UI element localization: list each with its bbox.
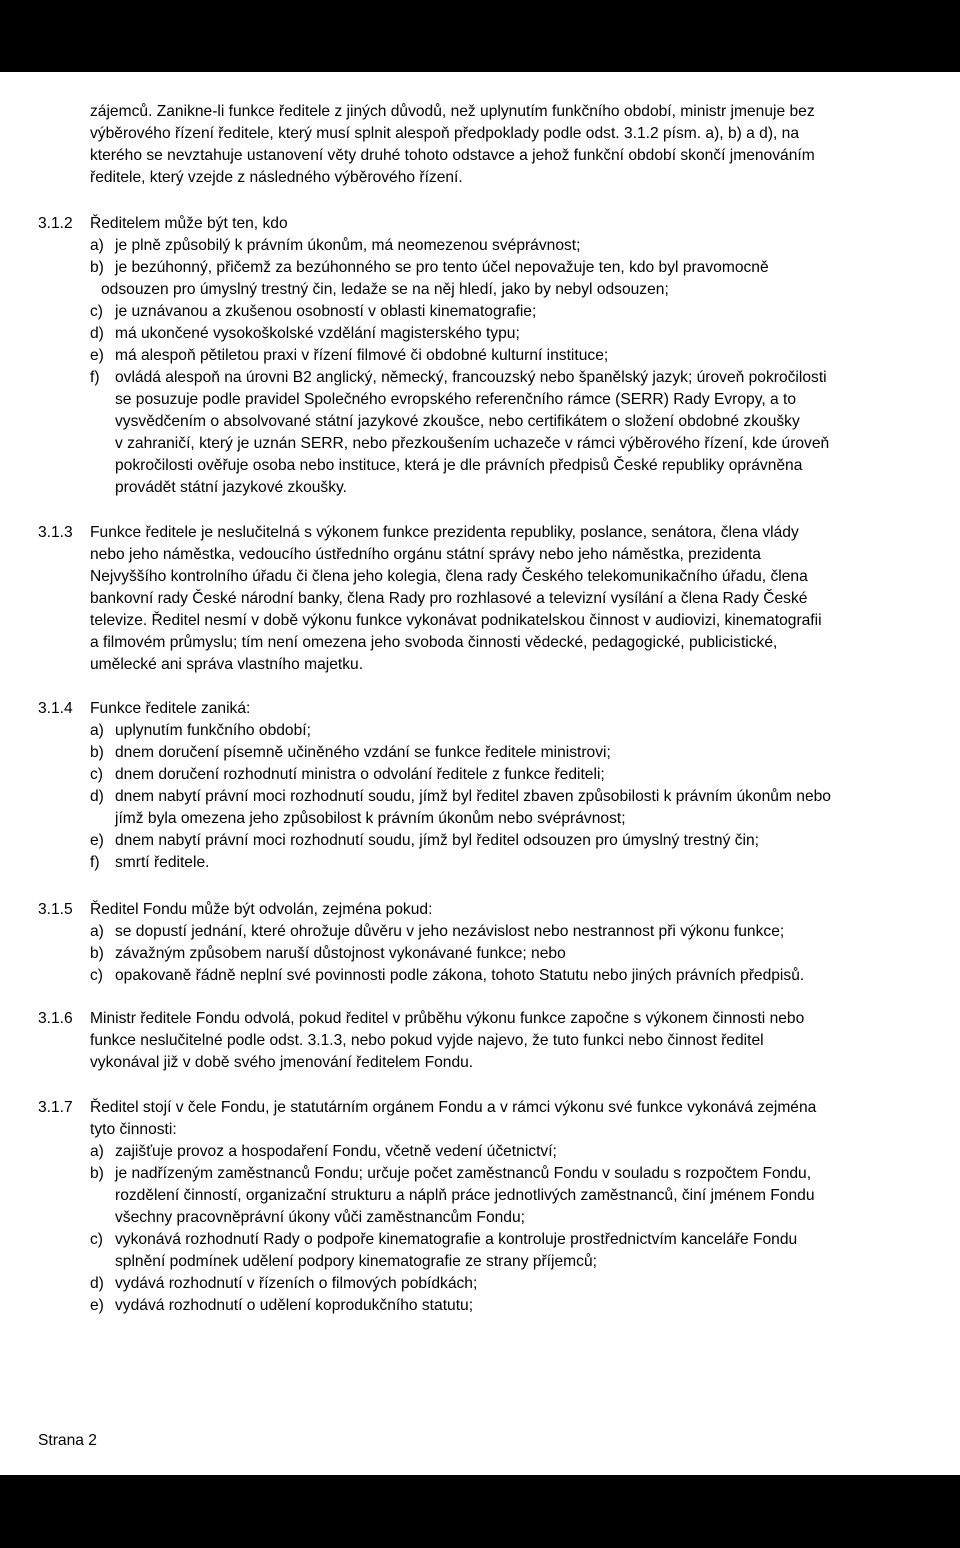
section-text-line: nebo jeho náměstka, vedoucího ústředního orgánu státní správy nebo jeho náměstka, prezidenta — [90, 546, 761, 563]
item-text: v zahraničí, který je uznán SERR, nebo přezkoušením uchazeče v rámci výběrového řízení, kde úroveň — [115, 435, 830, 452]
section-number: 3.1.5 — [38, 901, 73, 918]
list-item — [90, 943, 922, 965]
item-text: splnění podmínek udělení podpory kinematografie ze strany příjemců; — [115, 1253, 597, 1270]
item-label: d) — [90, 1275, 104, 1292]
section-number: 3.1.2 — [38, 215, 73, 232]
list-item — [90, 235, 922, 257]
item-text: má alespoň pětiletou praxi v řízení filmové či obdobné kulturní instituce; — [115, 347, 609, 364]
section-heading: Ředitelem může být ten, kdo — [90, 215, 288, 232]
list-item — [90, 1163, 922, 1185]
section-text-line: Ministr ředitele Fondu odvolá, pokud ředitel v průběhu výkonu funkce započne s výkonem činnosti nebo — [90, 1010, 805, 1027]
item-text: smrtí ředitele. — [115, 854, 210, 871]
item-label: b) — [90, 945, 104, 962]
item-label: a) — [90, 722, 104, 739]
list-item-continuation — [90, 455, 922, 477]
list-item — [90, 786, 922, 808]
section-text-line: Ředitel stojí v čele Fondu, je statutárním orgánem Fondu a v rámci výkonu své funkce vykonává zejména — [90, 1099, 817, 1116]
item-text: ovládá alespoň na úrovni B2 anglický, německý, francouzský nebo španělský jazyk; úroveň pokročilosti — [115, 369, 827, 386]
section-number: 3.1.7 — [38, 1099, 73, 1116]
item-text: vydává rozhodnutí o udělení koprodukčního statutu; — [115, 1297, 474, 1314]
item-label: f) — [90, 854, 100, 871]
item-label: b) — [90, 259, 104, 276]
item-text: odsouzen pro úmyslný trestný čin, ledaže se na něj hledí, jako by nebyl odsouzen; — [101, 281, 669, 298]
bottom-black-bar — [0, 1475, 960, 1548]
list-item — [90, 323, 922, 345]
section-text-line: funkce neslučitelné podle odst. 3.1.3, nebo pokud vyjde najevo, že tuto funkci nebo činnost ředitel — [90, 1032, 764, 1049]
section-text-line: umělecké ani správa vlastního majetku. — [90, 656, 364, 673]
item-text: dnem nabytí právní moci rozhodnutí soudu, jímž byl ředitel odsouzen pro úmyslný trestný čin; — [115, 832, 759, 849]
top-black-bar — [0, 0, 960, 72]
intro-line: kterého se nevztahuje ustanovení věty druhé tohoto odstavce a jehož funkční období skončí jmenováním — [90, 147, 815, 164]
section-text-line: vykonával již v době svého jmenování ředitelem Fondu. — [90, 1054, 474, 1071]
section-number: 3.1.4 — [38, 700, 73, 717]
item-text: dnem doručení rozhodnutí ministra o odvolání ředitele z funkce ředitelі; — [115, 766, 605, 783]
item-label: e) — [90, 1297, 104, 1314]
item-text: opakovaně řádně neplní své povinnosti podle zákona, tohoto Statutu nebo jiných právních předpisů. — [115, 967, 805, 984]
list-item-continuation — [90, 808, 922, 830]
section-text-line: Nejvyššího kontrolního úřadu či člena jeho kolegia, člena rady Českého telekomunikačního úřadu, člena — [90, 568, 808, 585]
item-text: vysvědčením o absolvované státní jazykové zkoušce, nebo certifikátem o složení obdobné zkoušky — [115, 413, 800, 430]
section-3-1-7 — [38, 1097, 922, 1317]
intro-line: ředitele, který vzejde z následného výběrového řízení. — [90, 169, 463, 186]
section-number: 3.1.3 — [38, 524, 73, 541]
list-item-continuation — [90, 1207, 922, 1229]
section-3-1-3 — [38, 522, 922, 676]
list-item-continuation — [90, 433, 922, 455]
item-text: pokročilosti ověřuje osoba nebo instituce, která je dle právních předpisů České republiky oprávněna — [115, 457, 803, 474]
item-label: d) — [90, 325, 104, 342]
list-item — [90, 367, 922, 389]
item-text: je bezúhonný, přičemž za bezúhonného se pro tento účel nepovažuje ten, kdo byl pravomocně — [115, 259, 769, 276]
item-label: c) — [90, 303, 103, 320]
section-heading: Ředitel Fondu může být odvolán, zejména pokud: — [90, 901, 433, 918]
list-item — [90, 1229, 922, 1251]
list-item — [90, 345, 922, 367]
item-text: uplynutím funkčního období; — [115, 722, 311, 739]
list-item-continuation — [90, 279, 922, 301]
item-text: je plně způsobilý k právním úkonům, má neomezenou svéprávnost; — [115, 237, 581, 254]
list-item — [90, 742, 922, 764]
list-item — [90, 921, 922, 943]
section-text-line: Funkce ředitele je neslučitelná s výkonem funkce prezidenta republiky, poslance, senátora, člena vlády — [90, 524, 799, 541]
item-text: závažným způsobem naruší důstojnost vykonávané funkce; nebo — [115, 945, 566, 962]
section-3-1-4 — [38, 698, 922, 874]
item-text: vykonává rozhodnutí Rady o podpoře kinematografie a kontroluje prostřednictvím kanceláře Fondu — [115, 1231, 798, 1248]
item-text: je uznávanou a zkušenou osobností v oblasti kinematografie; — [115, 303, 537, 320]
item-label: e) — [90, 832, 104, 849]
item-label: a) — [90, 237, 104, 254]
intro-line: výběrového řízení ředitele, který musí splnit alespoň předpoklady podle odst. 3.1.2 písm. a), b) a d), na — [90, 125, 800, 142]
item-text: je nadřízeným zaměstnanců Fondu; určuje počet zaměstnanců Fondu v souladu s rozpočtem Fondu, — [115, 1165, 812, 1182]
item-text: provádět státní jazykové zkoušky. — [115, 479, 347, 496]
list-item — [90, 1273, 922, 1295]
item-text: rozdělení činností, organizační strukturu a náplň práce jednotlivých zaměstnanců, činí jménem Fondu — [115, 1187, 815, 1204]
section-3-1-5 — [38, 899, 922, 987]
section-text-line: a filmovém průmyslu; tím není omezena jeho svoboda činnosti vědecké, pedagogické, publicistické, — [90, 634, 778, 651]
list-item-continuation — [90, 1185, 922, 1207]
list-item — [90, 720, 922, 742]
list-item — [90, 965, 922, 987]
section-text-line: televize. Ředitel nesmí v době výkonu funkce vykonávat podnikatelskou činnost v audiovizi, kinematografii — [90, 612, 822, 629]
list-item-continuation — [90, 389, 922, 411]
item-label: c) — [90, 766, 103, 783]
list-item — [90, 1141, 922, 1163]
section-3-1-2 — [38, 213, 922, 499]
item-text: se dopustí jednání, které ohrožuje důvěru v jeho nezávislost nebo nestrannost při výkonu funkce; — [115, 923, 785, 940]
page-number: Strana 2 — [38, 1432, 97, 1449]
list-item — [90, 764, 922, 786]
item-text: všechny pracovněprávní úkony vůči zaměstnancům Fondu; — [115, 1209, 525, 1226]
section-text-line: tyto činnosti: — [90, 1121, 177, 1138]
item-text: vydává rozhodnutí v řízeních o filmových pobídkách; — [115, 1275, 478, 1292]
item-text: zajišťuje provoz a hospodaření Fondu, včetně vedení účetnictví; — [115, 1143, 557, 1160]
item-text: jímž byla omezena jeho způsobilost k právním úkonům nebo svéprávnost; — [115, 810, 626, 827]
item-label: d) — [90, 788, 104, 805]
list-item — [90, 257, 922, 279]
item-text: má ukončené vysokoškolské vzdělání magisterského typu; — [115, 325, 520, 342]
item-label: a) — [90, 1143, 104, 1160]
item-label: e) — [90, 347, 104, 364]
item-label: c) — [90, 967, 103, 984]
section-heading: Funkce ředitele zaniká: — [90, 700, 251, 717]
section-number: 3.1.6 — [38, 1010, 73, 1027]
list-item — [90, 852, 922, 874]
list-item-continuation — [90, 411, 922, 433]
intro-paragraph — [90, 101, 920, 189]
item-text: dnem nabytí právní moci rozhodnutí soudu, jímž byl ředitel zbaven způsobilosti k právním úkonům nebo — [115, 788, 831, 805]
list-item-continuation — [90, 1251, 922, 1273]
item-label: a) — [90, 923, 104, 940]
item-label: f) — [90, 369, 100, 386]
list-item — [90, 1295, 922, 1317]
list-item — [90, 830, 922, 852]
item-label: b) — [90, 744, 104, 761]
item-text: se posuzuje podle pravidel Společného evropského referenčního rámce (SERR) Rady Evropy, a to — [115, 391, 797, 408]
list-item-continuation — [90, 477, 922, 499]
section-text-line: bankovní rady České národní banky, člena Rady pro rozhlasové a televizní vysílání a člena Rady České — [90, 590, 808, 607]
item-label: c) — [90, 1231, 103, 1248]
item-text: dnem doručení písemně učiněného vzdání se funkce ředitele ministrovi; — [115, 744, 611, 761]
intro-line: zájemců. Zanikne-li funkce ředitele z jiných důvodů, než uplynutím funkčního období, ministr jmenuje bez — [90, 103, 815, 120]
section-3-1-6 — [38, 1008, 922, 1074]
list-item — [90, 301, 922, 323]
item-label: b) — [90, 1165, 104, 1182]
